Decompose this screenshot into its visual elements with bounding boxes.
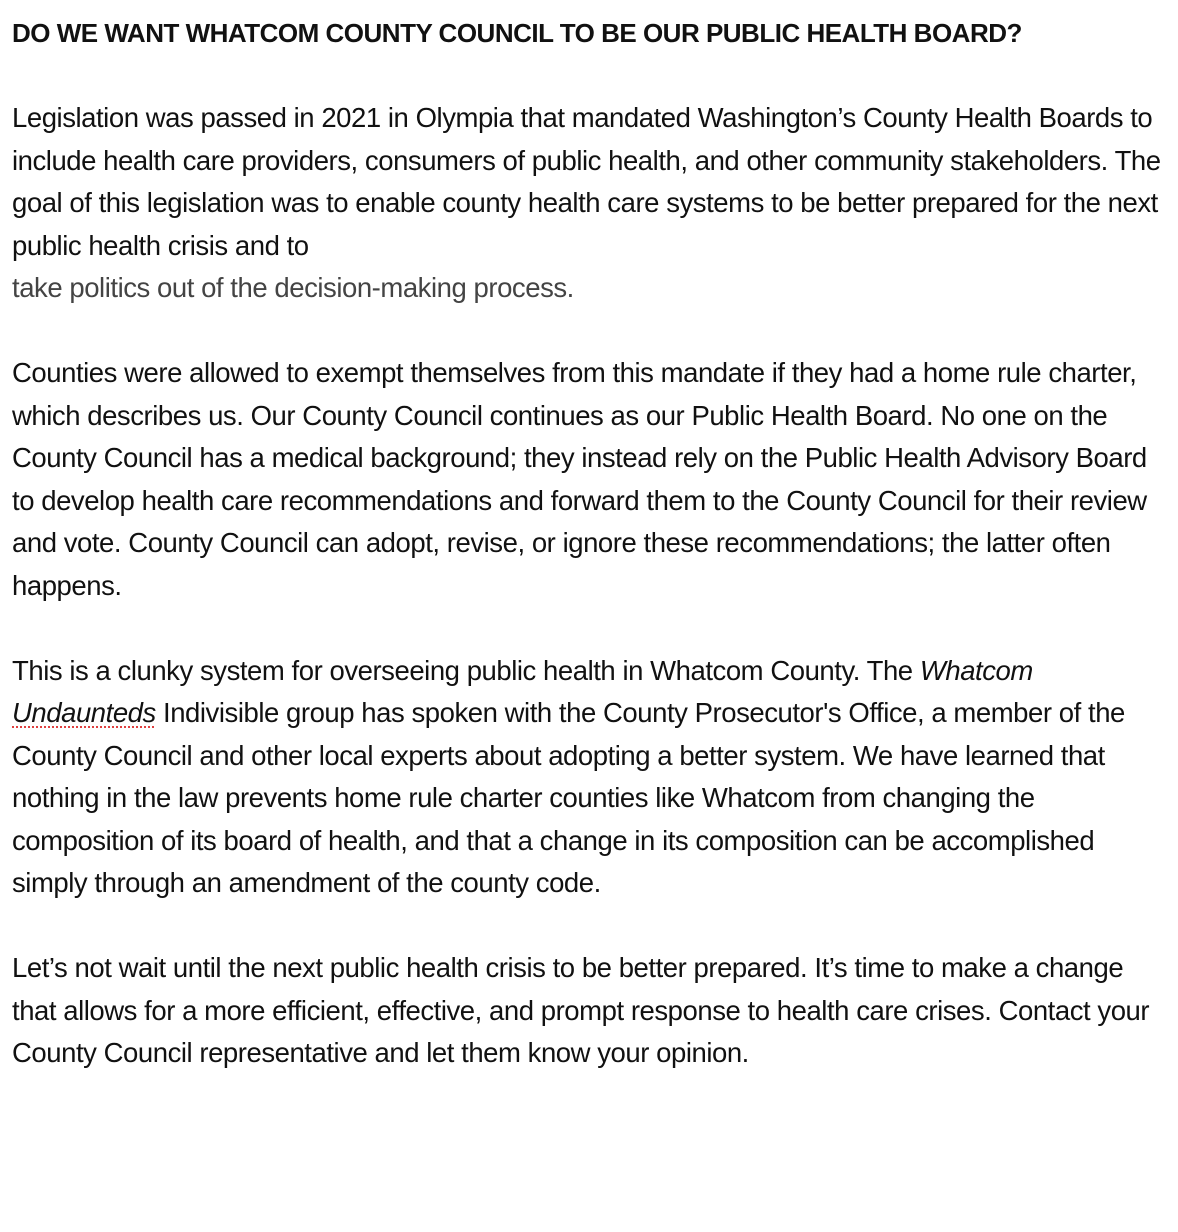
paragraph-clunky-system: [12, 650, 1174, 905]
document-title: DO WE WANT WHATCOM COUNTY COUNCIL TO BE OUR PUBLIC HEALTH BOARD?: [12, 18, 1022, 48]
group-name-word1: Whatcom: [919, 654, 1033, 686]
paragraph-clunky-start: This is a clunky system for overseeing public health in Whatcom County. The: [12, 654, 913, 686]
spellcheck-flagged-word[interactable]: Undaunteds: [12, 697, 156, 728]
spacer: [12, 54, 1174, 97]
spacer: [12, 310, 1174, 353]
paragraph-legislation: [12, 97, 1174, 310]
paragraph-exemption: Counties were allowed to exempt themselves from this mandate if they had a home rule charter, which describes us. Our County Council continues as our Public Health Board. No one on the County Council has a medical background; they instead rely on the Public Health Advisory Board to develop health care recommendations and forward them to the County Council for their review and vote. County Council can adopt, revise, or ignore these recommendations; the latter often happens.: [12, 357, 1147, 601]
paragraph-clunky-rest: Indivisible group has spoken with the County Prosecutor's Office, a member of the County Council and other local experts about adopting a better system. We have learned that nothing in the law prevents home rule charter counties like Whatcom from changing the composition of its board of health, and that a change in its composition can be accomplished simply through an amendment of the county code.: [12, 697, 1125, 898]
paragraph-call-to-action: Let’s not wait until the next public health crisis to be better prepared. It’s time to make a change that allows for a more efficient, effective, and prompt response to health care crises. Contact your County Council representative and let them know your opinion.: [12, 952, 1150, 1068]
paragraph-legislation-end: take politics out of the decision-making process.: [12, 272, 574, 303]
document: [12, 12, 1174, 1075]
spacer: [12, 905, 1174, 948]
paragraph-legislation-main: Legislation was passed in 2021 in Olympia that mandated Washington’s County Health Boards to include health care providers, consumers of public health, and other community stakeholders. The goal of this legislation was to enable county health care systems to be better prepared for the next public health crisis and to: [12, 102, 1161, 261]
spacer: [12, 607, 1174, 650]
